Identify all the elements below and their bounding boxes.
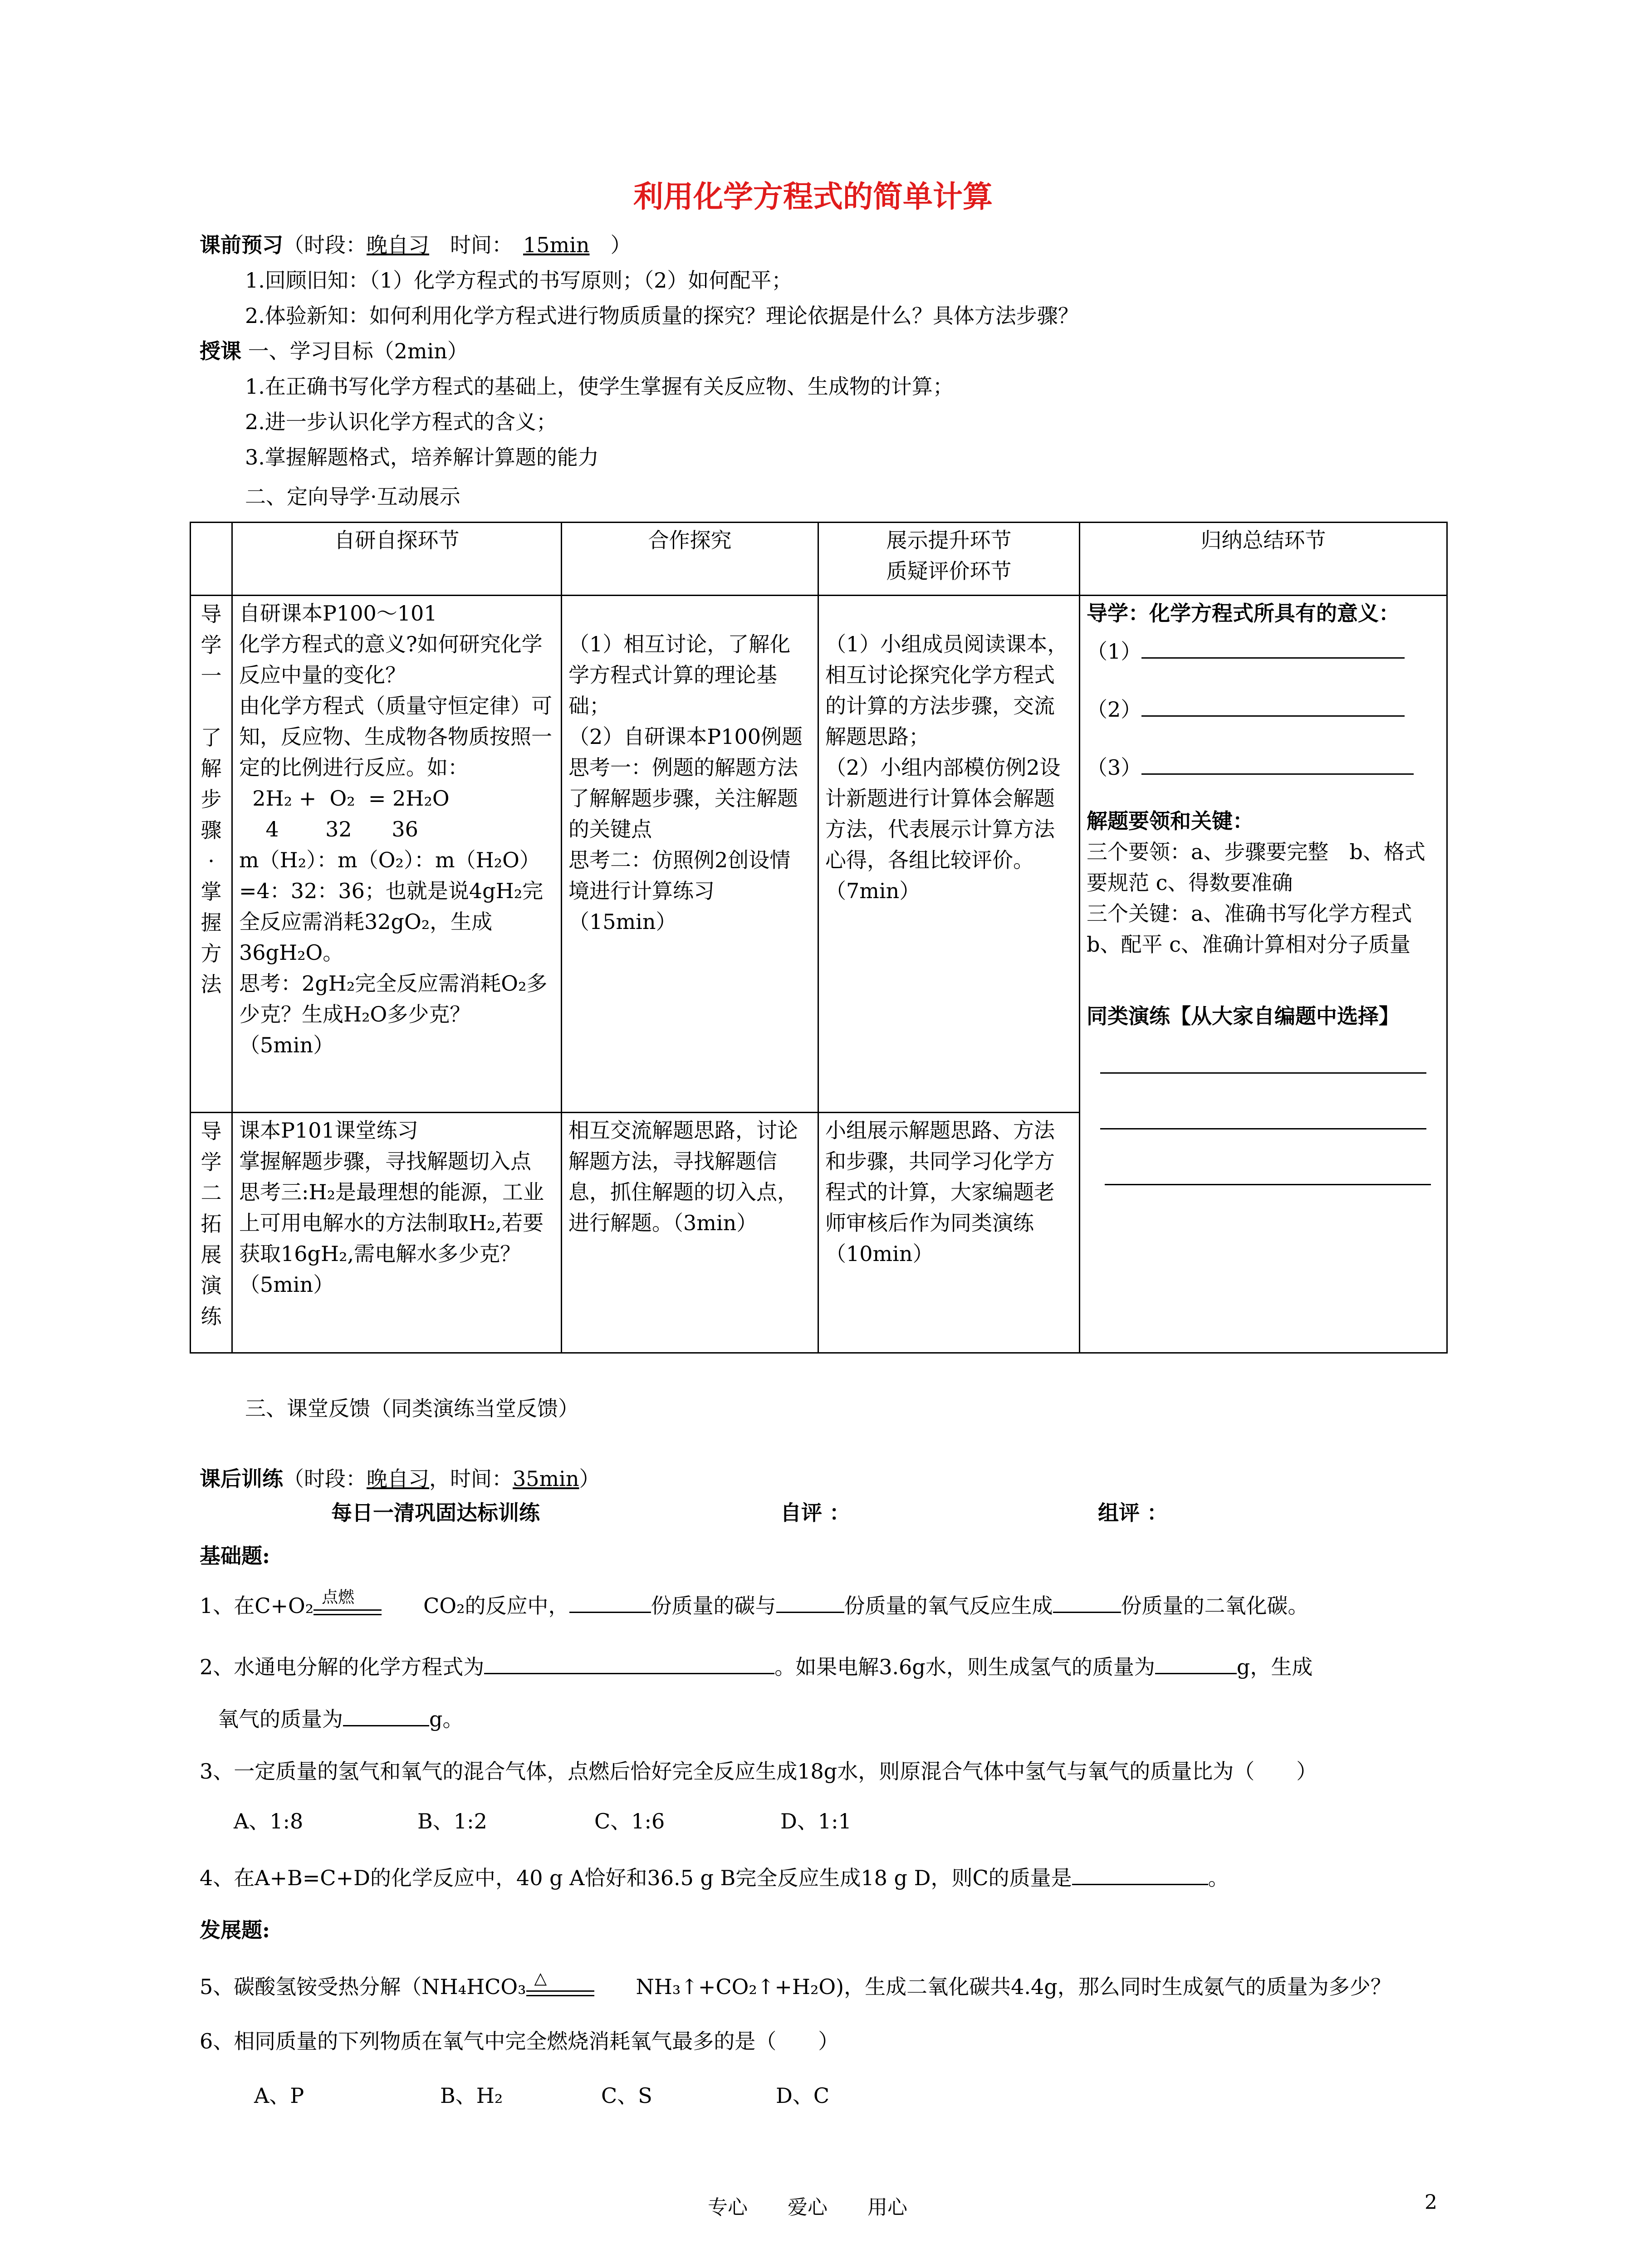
summary-item-1-label: （1） — [1087, 639, 1142, 664]
header-display: 展示提升环节 质疑评价环节 — [818, 523, 1080, 596]
preview-time: 15min — [523, 233, 590, 257]
preview-time-prefix: 时间： — [450, 233, 502, 257]
practice-heading: 同类演练【从大家自编题中选择】 — [1087, 1004, 1400, 1028]
guide-table — [190, 522, 1448, 1354]
question-2 — [200, 1653, 1313, 1681]
question-6: 6、相同质量的下列物质在氧气中完全燃烧消耗氧气最多的是（ ） — [200, 2029, 839, 2053]
footer-slogan: 专心 爱心 用心 — [708, 2196, 907, 2219]
preview-period-prefix: （时段： — [283, 233, 367, 257]
after-label: 课后训练 — [200, 1466, 283, 1491]
q1-text-e: 份质量的二氧化碳。 — [1121, 1593, 1309, 1618]
summary-item — [1087, 752, 1440, 783]
preview-item2: 2.体验新知：如何利用化学方程式进行物质质量的探究？理论依据是什么？具体方法步骤？ — [245, 303, 1079, 328]
keys-text-2: 三个关键：a、准确书写化学方程式 b、配平 c、准确计算相对分子质量 — [1087, 901, 1412, 957]
condition-label: 点燃 — [322, 1588, 355, 1607]
q2-text-e: g。 — [429, 1707, 464, 1731]
lecture-line — [200, 337, 468, 365]
after-time-prefix: ，时间： — [429, 1466, 513, 1491]
blank-line — [1053, 1593, 1121, 1613]
equals-line-top — [313, 1609, 382, 1611]
goal-1: 1.在正确书写化学方程式的基础上，使学生掌握有关反应物、生成物的计算； — [245, 374, 954, 399]
q5-text-b: NH₃↑+CO₂↑+H₂O)，生成二氧化碳共4.4g，那么同时生成氨气的质量为多少？ — [636, 1975, 1391, 1999]
keys-heading: 解题要领和关键： — [1087, 809, 1254, 833]
goal-2: 2.进一步认识化学方程式的含义； — [245, 410, 557, 434]
blank-line — [1155, 1655, 1237, 1674]
header-summary: 归纳总结环节 — [1080, 523, 1447, 596]
blank-line — [1100, 1045, 1426, 1074]
q3-option-a: A、1:8 — [234, 1809, 304, 1833]
blank-line — [569, 1593, 651, 1613]
page-title: 利用化学方程式的简单计算 — [633, 179, 993, 214]
q3-option-b: B、1:2 — [417, 1809, 487, 1833]
header-self-study: 自研自探环节 — [232, 523, 562, 596]
row1-label: 导 学 一 了 解 步 骤 · 掌 握 方 法 — [191, 596, 232, 1113]
q2-text-b: 。如果电解3.6g水，则生成氢气的质量为 — [774, 1655, 1155, 1679]
q1-text-a: 1、在C+O₂ — [200, 1593, 314, 1618]
q2-text-d: 氧气的质量为 — [218, 1707, 343, 1731]
question-1 — [200, 1588, 1309, 1621]
self-eval: 自评 ： — [780, 1501, 851, 1525]
q6-option-b: B、H₂ — [440, 2083, 503, 2108]
header-cooperation: 合作探究 — [562, 523, 818, 596]
blank-line — [484, 1655, 774, 1674]
group-eval: 组评 ： — [1098, 1501, 1168, 1525]
table-row — [191, 596, 1447, 1113]
preview-period: 晚自习 — [367, 233, 429, 257]
q1-text-d: 份质量的氧气反应生成 — [844, 1593, 1053, 1618]
blank-line — [1100, 1101, 1426, 1129]
after-period-prefix: （时段： — [283, 1466, 367, 1491]
q6-option-a: A、P — [254, 2083, 304, 2108]
after-class-line — [200, 1465, 600, 1492]
row2-cooperation: 相互交流解题思路，讨论解题方法，寻找解题信息，抓住解题的切入点，进行解题。（3min） — [562, 1113, 818, 1353]
summary-item-3-label: （3） — [1087, 755, 1142, 780]
q1-text-c: 份质量的碳与 — [651, 1593, 776, 1618]
q5-text-a: 5、碳酸氢铵受热分解（NH₄HCO₃ — [200, 1975, 526, 1999]
section-2-heading: 二、定向导学·互动展示 — [245, 484, 460, 509]
row1-self-study: 自研课本P100～101 化学方程式的意义?如何研究化学反应中量的变化？ 由化学方程式（质量守恒定律）可知，反应物、生成物各物质按照一定的比例进行反应。如： 2H₂ + O₂ = 2H₂O 4 32 36 m（H₂）：m（O₂）：m（H₂O）=4：32：36；也就是说4gH₂完全反应需消耗32gO₂，生成36gH₂O。 思考：2gH₂完全反应需消耗O₂多少克？生成H₂O多少克？（5min） — [232, 596, 562, 1113]
advanced-heading: 发展题: — [200, 1918, 270, 1942]
reaction-condition — [526, 1969, 594, 2002]
q3-option-d: D、1:1 — [780, 1809, 852, 1833]
summary-guide: 导学：化学方程式所具有的意义： — [1087, 601, 1400, 626]
reaction-condition — [313, 1588, 382, 1621]
blank-line — [1141, 697, 1405, 717]
header-empty — [191, 523, 232, 596]
after-close: ） — [579, 1466, 600, 1491]
basic-heading: 基础题: — [200, 1544, 270, 1568]
row2-display: 小组展示解题思路、方法和步骤，共同学习化学方程式的计算，大家编题老师审核后作为同类演练（10min） — [818, 1113, 1080, 1353]
summary-item-2-label: （2） — [1087, 697, 1142, 722]
row2-self-study: 课本P101课堂练习 掌握解题步骤，寻找解题切入点 思考三:H₂是最理想的能源，工业上可用电解水的方法制取H₂,若要获取16gH₂,需电解水多少克？（5min） — [232, 1113, 562, 1353]
preview-item1: 1.回顾旧知：（1）化学方程式的书写原则；（2）如何配平； — [245, 268, 793, 293]
lecture-label: 授课 — [200, 339, 241, 363]
q4-text-b: 。 — [1208, 1866, 1229, 1890]
equals-line-top — [526, 1990, 594, 1992]
blank-line — [1141, 639, 1405, 659]
question-4 — [200, 1864, 1229, 1892]
equals-line-bottom — [313, 1614, 382, 1615]
after-period: 晚自习 — [367, 1466, 429, 1491]
blank-line — [1072, 1866, 1208, 1885]
row1-display: （1）小组成员阅读课本，相互讨论探究化学方程式的计算的方法步骤，交流解题思路； （2）小组内部模仿例2设计新题进行计算体会解题方法，代表展示计算方法心得，各组比较评价。（7min） — [818, 596, 1080, 1113]
q2-text-a: 2、水通电分解的化学方程式为 — [200, 1655, 485, 1679]
blank-line — [776, 1593, 844, 1613]
feedback-heading: 三、课堂反馈（同类演练当堂反馈） — [245, 1396, 579, 1421]
question-5 — [200, 1969, 1391, 2002]
goal-3: 3.掌握解题格式，培养解计算题的能力 — [245, 445, 599, 469]
daily-training: 每日一清巩固达标训练 — [331, 1501, 540, 1525]
blank-line — [1141, 755, 1414, 775]
equals-line-bottom — [526, 1995, 594, 1996]
blank-line — [1105, 1157, 1431, 1185]
row2-label: 导 学 二 拓 展 演 练 — [191, 1113, 232, 1353]
preview-close: ） — [610, 233, 632, 257]
q2-text-c: g，生成 — [1236, 1655, 1313, 1679]
blank-line — [343, 1707, 429, 1726]
q1-text-b: CO₂的反应中， — [423, 1593, 569, 1618]
q6-option-d: D、C — [776, 2083, 830, 2108]
keys-text-1: 三个要领：a、步骤要完整 b、格式要规范 c、得数要准确 — [1087, 840, 1425, 895]
preview-label: 课前预习 — [200, 233, 283, 257]
goals-heading: 一、学习目标（2min） — [248, 339, 468, 363]
q3-option-c: C、1:6 — [594, 1809, 665, 1833]
after-time: 35min — [513, 1466, 579, 1491]
row1-cooperation: （1）相互讨论，了解化学方程式计算的理论基础； （2）自研课本P100例题 思考一：例题的解题方法 了解解题步骤，关注解题的关键点 思考二：仿照例2创设情境进行计算练习（15min） — [562, 596, 818, 1113]
q6-option-c: C、S — [601, 2083, 652, 2108]
question-3: 3、一定质量的氢气和氧气的混合气体，点燃后恰好完全反应生成18g水，则原混合气体中氢气与氧气的质量比为（ ） — [200, 1759, 1317, 1784]
summary-item — [1087, 694, 1440, 725]
table-header-row — [191, 523, 1447, 596]
condition-label: △ — [534, 1969, 547, 1988]
q4-text-a: 4、在A+B=C+D的化学反应中，40 g A恰好和36.5 g B完全反应生成18 g D，则C的质量是 — [200, 1866, 1072, 1890]
summary-item — [1087, 636, 1440, 667]
preview-line — [200, 231, 632, 259]
summary-cell — [1080, 596, 1447, 1353]
page-number: 2 — [1425, 2191, 1437, 2214]
question-2-cont — [218, 1706, 463, 1733]
